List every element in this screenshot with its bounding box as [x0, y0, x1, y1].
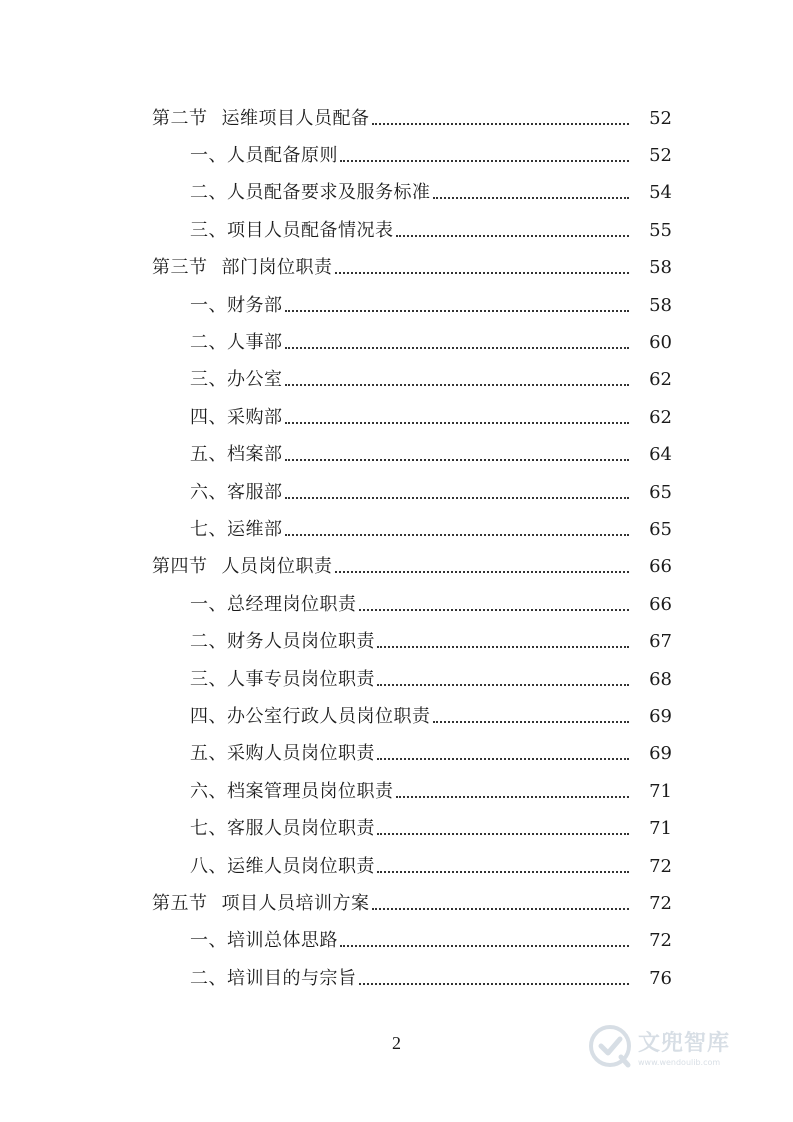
- toc-entry-number: 一、: [190, 294, 227, 316]
- toc-subsection-entry[interactable]: [0, 437, 793, 474]
- toc-section-entry[interactable]: [0, 885, 793, 922]
- toc-dot-leader: [377, 833, 629, 835]
- toc-entry-number: 五、: [190, 444, 227, 466]
- toc-dot-leader: [377, 646, 629, 648]
- page-number: 2: [392, 1033, 401, 1053]
- toc-subsection-entry[interactable]: [0, 810, 793, 847]
- toc-entry-title: 客服部: [227, 481, 283, 503]
- watermark: [588, 1018, 758, 1074]
- toc-entry-number: 八、: [190, 855, 227, 877]
- toc-subsection-entry[interactable]: [0, 212, 793, 249]
- toc-entry-title: 人员配备要求及服务标准: [227, 182, 431, 204]
- toc-section-entry[interactable]: [0, 549, 793, 586]
- toc-entry-title: 运维人员岗位职责: [227, 855, 375, 877]
- toc-dot-leader: [372, 908, 630, 910]
- toc-entry-page: 72: [649, 855, 672, 877]
- toc-dot-leader: [377, 758, 629, 760]
- toc-subsection-entry[interactable]: [0, 474, 793, 511]
- toc-dot-leader: [433, 721, 630, 723]
- toc-entry-title: 人员岗位职责: [221, 556, 333, 578]
- toc-dot-leader: [335, 571, 630, 573]
- toc-entry-page: 62: [649, 406, 672, 428]
- toc-subsection-entry[interactable]: [0, 960, 793, 997]
- toc-entry-title: 总经理岗位职责: [227, 593, 357, 615]
- toc-entry-title: 采购人员岗位职责: [227, 743, 375, 765]
- toc-entry-page: 72: [649, 930, 672, 952]
- toc-entry-title: 人事部: [227, 332, 283, 354]
- toc-entry-page: 65: [649, 481, 672, 503]
- toc-dot-leader: [285, 459, 630, 461]
- toc-dot-leader: [433, 197, 630, 199]
- toc-dot-leader: [285, 384, 630, 386]
- toc-entry-title: 运维项目人员配备: [221, 107, 370, 129]
- toc-entry-page: 72: [649, 892, 672, 914]
- toc-subsection-entry[interactable]: [0, 137, 793, 174]
- toc-dot-leader: [359, 983, 630, 985]
- toc-entry-page: 52: [649, 145, 672, 167]
- toc-entry-title: 财务人员岗位职责: [227, 631, 375, 653]
- toc-dot-leader: [340, 160, 629, 162]
- toc-entry-number: 第五节: [152, 892, 208, 914]
- toc-entry-title: 档案部: [227, 444, 283, 466]
- toc-entry-number: 二、: [190, 631, 227, 653]
- toc-dot-leader: [285, 497, 630, 499]
- toc-entry-page: 64: [649, 444, 672, 466]
- toc-entry-title: 办公室行政人员岗位职责: [227, 705, 431, 727]
- toc-dot-leader: [285, 422, 630, 424]
- toc-dot-leader: [372, 123, 630, 125]
- toc-subsection-entry[interactable]: [0, 736, 793, 773]
- toc-entry-title: 客服人员岗位职责: [227, 818, 375, 840]
- toc-subsection-entry[interactable]: [0, 661, 793, 698]
- toc-subsection-entry[interactable]: [0, 175, 793, 212]
- toc-entry-page: 58: [649, 257, 672, 279]
- toc-entry-page: 55: [649, 219, 672, 241]
- toc-entry-title: 项目人员配备情况表: [227, 219, 394, 241]
- toc-entry-number: 四、: [190, 406, 227, 428]
- toc-entry-page: 76: [649, 967, 672, 989]
- toc-dot-leader: [396, 796, 630, 798]
- toc-entry-number: 第二节: [152, 107, 208, 129]
- toc-dot-leader: [285, 347, 630, 349]
- toc-entry-title: 部门岗位职责: [221, 257, 333, 279]
- toc-entry-number: 二、: [190, 332, 227, 354]
- toc-entry-page: 69: [649, 743, 672, 765]
- toc-dot-leader: [340, 945, 629, 947]
- toc-entry-title: 人员配备原则: [227, 145, 338, 167]
- toc-entry-page: 60: [649, 332, 672, 354]
- toc-subsection-entry[interactable]: [0, 623, 793, 660]
- toc-entry-page: 58: [649, 294, 672, 316]
- toc-entry-title: 项目人员培训方案: [221, 892, 370, 914]
- toc-entry-title: 培训总体思路: [227, 930, 338, 952]
- toc-entry-page: 69: [649, 705, 672, 727]
- toc-entry-number: 二、: [190, 967, 227, 989]
- toc-subsection-entry[interactable]: [0, 698, 793, 735]
- toc-subsection-entry[interactable]: [0, 287, 793, 324]
- toc-entry-page: 68: [649, 668, 672, 690]
- toc-dot-leader: [285, 534, 630, 536]
- toc-subsection-entry[interactable]: [0, 511, 793, 548]
- toc-entry-number: 一、: [190, 145, 227, 167]
- toc-dot-leader: [377, 871, 629, 873]
- toc-entry-page: 71: [649, 780, 672, 802]
- toc-dot-leader: [285, 310, 630, 312]
- toc-entry-number: 第三节: [152, 257, 208, 279]
- toc-subsection-entry[interactable]: [0, 923, 793, 960]
- toc-entry-page: 54: [649, 182, 672, 204]
- toc-entry-number: 二、: [190, 182, 227, 204]
- toc-dot-leader: [335, 272, 630, 274]
- watermark-logo-icon: [588, 1024, 632, 1068]
- toc-entry-number: 七、: [190, 518, 227, 540]
- toc-entry-title: 档案管理员岗位职责: [227, 780, 394, 802]
- toc-entry-number: 第四节: [152, 556, 208, 578]
- toc-subsection-entry[interactable]: [0, 399, 793, 436]
- toc-entry-page: 71: [649, 818, 672, 840]
- toc-entry-number: 六、: [190, 780, 227, 802]
- toc-entry-number: 四、: [190, 705, 227, 727]
- toc-subsection-entry[interactable]: [0, 362, 793, 399]
- watermark-brand: 文兜智库: [638, 1030, 731, 1056]
- toc-entry-title: 采购部: [227, 406, 283, 428]
- toc-subsection-entry[interactable]: [0, 848, 793, 885]
- toc-dot-leader: [359, 609, 630, 611]
- watermark-url: www.wendoulib.com: [638, 1057, 721, 1067]
- toc-entry-title: 办公室: [227, 369, 283, 391]
- toc-entry-number: 三、: [190, 668, 227, 690]
- toc-entry-number: 三、: [190, 369, 227, 391]
- toc-section-entry[interactable]: [0, 250, 793, 287]
- toc-dot-leader: [377, 684, 629, 686]
- toc-entry-number: 六、: [190, 481, 227, 503]
- toc-subsection-entry[interactable]: [0, 773, 793, 810]
- toc-entry-title: 培训目的与宗旨: [227, 967, 357, 989]
- toc-entry-number: 一、: [190, 930, 227, 952]
- toc-subsection-entry[interactable]: [0, 324, 793, 361]
- toc-entry-number: 五、: [190, 743, 227, 765]
- table-of-contents: [0, 100, 793, 997]
- toc-entry-page: 66: [649, 593, 672, 615]
- toc-entry-page: 67: [649, 631, 672, 653]
- toc-entry-number: 七、: [190, 818, 227, 840]
- toc-entry-title: 运维部: [227, 518, 283, 540]
- toc-entry-title: 人事专员岗位职责: [227, 668, 375, 690]
- toc-entry-title: 财务部: [227, 294, 283, 316]
- toc-entry-number: 三、: [190, 219, 227, 241]
- toc-entry-page: 52: [649, 107, 672, 129]
- toc-entry-page: 62: [649, 369, 672, 391]
- toc-dot-leader: [396, 235, 630, 237]
- toc-entry-number: 一、: [190, 593, 227, 615]
- toc-section-entry[interactable]: [0, 100, 793, 137]
- toc-entry-page: 66: [649, 556, 672, 578]
- toc-entry-page: 65: [649, 518, 672, 540]
- toc-subsection-entry[interactable]: [0, 586, 793, 623]
